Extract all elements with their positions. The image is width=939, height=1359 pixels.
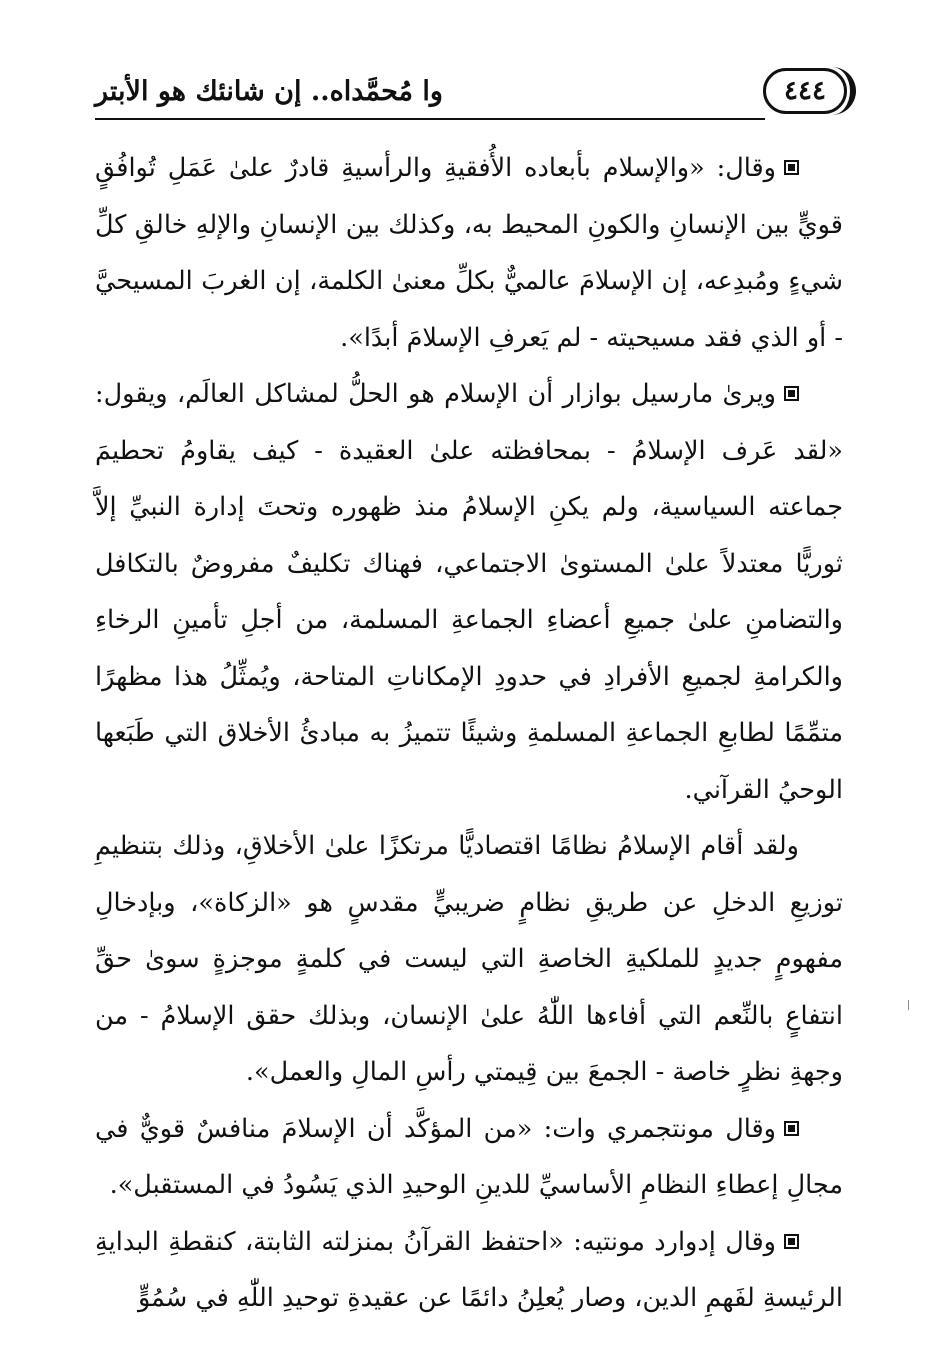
paragraph-economic-system: [95, 818, 843, 1101]
page-number: ٤٤٤: [763, 68, 847, 114]
paragraph-text: ويرىٰ مارسيل بوازار أن الإسلام هو الحلُّ لمشاكل العالَم، ويقول: «لقد عَرف الإسلامُ - بمحافظته علىٰ العقيدة - كيف يقاومُ تحطيمَ جماعته السياسية، ولم يكنِ الإسلامُ منذ ظهوره وتحتَ إدارة النبيِّ إلاَّ ثوريًّا معتدلاً علىٰ المستوىٰ الاجتماعي، فهناك تكليفٌ مفروضٌ بالتكافل والتضامنِ علىٰ جميعِ أعضاءِ الجماعةِ المسلمة، من أجلِ تأمينِ الرخاءِ والكرامةِ لجميعِ الأفرادِ في حدودِ الإمكاناتِ المتاحة، ويُمثِّلُ هذا مظهرًا متمِّمًا لطابعِ الجماعةِ المسلمةِ وشيئًا تتميزُ به مبادئُ الأخلاق التي طَبَعها الوحيُ القرآني.: [95, 379, 843, 805]
square-bullet-icon: [784, 386, 799, 401]
paragraph-text: وقال مونتجمري وات: «من المؤكَّد أن الإسلامَ منافسٌ قويٌّ في مجالِ إعطاءِ النظامِ الأساسيِّ للدينِ الوحيدِ الذي يَسُودُ في المستقبل».: [95, 1113, 843, 1200]
page-header: [95, 58, 847, 120]
square-bullet-icon: [784, 1234, 799, 1249]
paragraph-boisard: [95, 366, 843, 818]
paragraph-text: وقال إدوارد مونتيه: «احتفظ القرآنُ بمنزلته الثابتة، كنقطةِ البدايةِ الرئيسةِ لفَهمِ الدين، وصار يُعلِنُ دائمًا عن عقيدةِ توحيدِ اللّٰهِ في سُمُوٍّ: [95, 1226, 843, 1313]
square-bullet-icon: [784, 160, 799, 175]
paragraph-edouard-montet: [95, 1214, 843, 1327]
header-rule: [95, 118, 765, 120]
paragraph-wat-quote-1: [95, 140, 843, 366]
margin-mark: [908, 1000, 909, 1010]
body-text: [95, 140, 843, 1327]
paragraph-text: وقال: «والإسلام بأبعاده الأُفقيةِ والرأسيةِ قادرٌ علىٰ عَمَلِ تُوافُقٍ قويٍّ بين الإنسانِ والكونِ المحيط به، وكذلك بين الإنسانِ والإلهِ خالقِ كلِّ شيءٍ ومُبدِعه، إن الإسلامَ عالميٌّ بكلِّ معنىٰ الكلمة، إن الغربَ المسيحيَّ - أو الذي فقد مسيحيته - لم يَعرفِ الإسلامَ أبدًا».: [95, 153, 843, 353]
square-bullet-icon: [784, 1121, 799, 1136]
running-title: وا مُحمَّداه.. إن شانئك هو الأبتر: [95, 76, 443, 107]
paragraph-text: ولقد أقام الإسلامُ نظامًا اقتصاديًّا مرتكزًا علىٰ الأخلاقِ، وذلك بتنظيمِ توزيعِ الدخلِ عن طريقِ نظامٍ ضريبيٍّ مقدسٍ هو «الزكاة»، وبإدخالِ مفهومٍ جديدٍ للملكيةِ الخاصةِ التي ليست في كلمةٍ موجزةٍ سوىٰ حقِّ انتفاعٍ بالنِّعم التي أفاءها اللّٰهُ علىٰ الإنسان، وبذلك حقق الإسلامُ - من وجهةِ نظرٍ خاصة - الجمعَ بين قِيمتي رأسِ المالِ والعمل».: [95, 831, 843, 1087]
paragraph-montgomery-watt: [95, 1101, 843, 1214]
